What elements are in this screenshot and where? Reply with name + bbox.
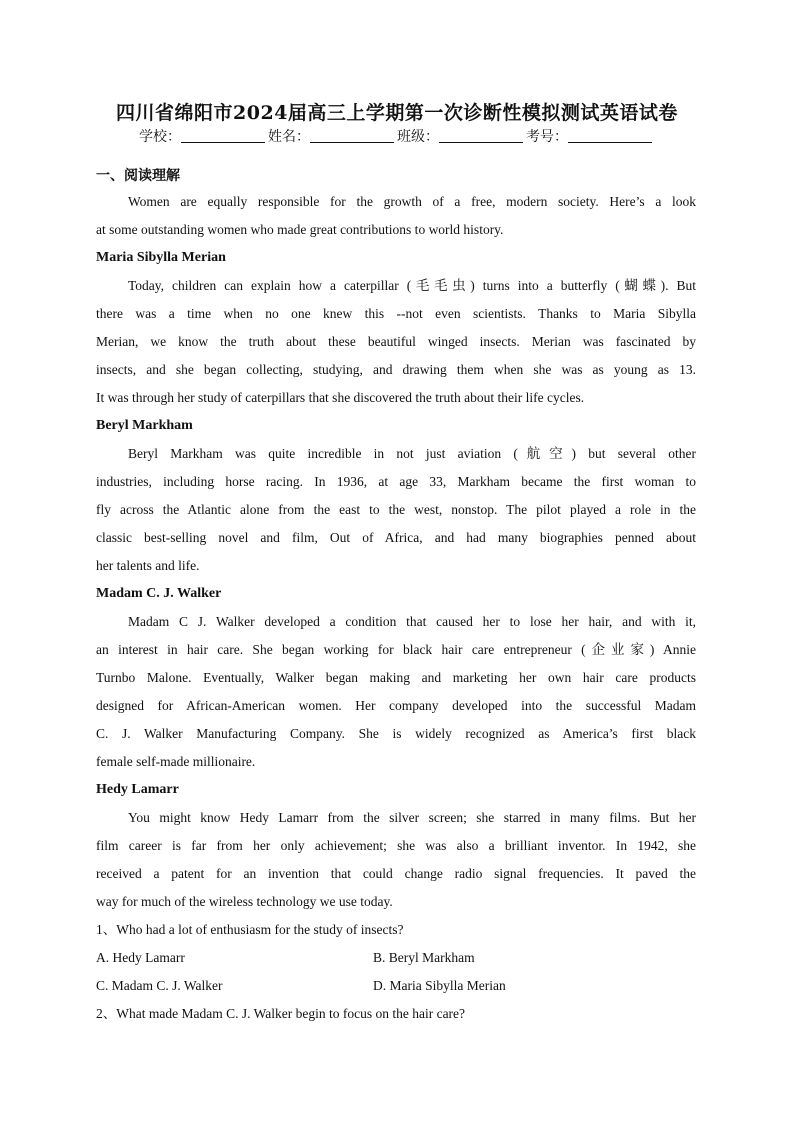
number-label: 考号： — [526, 129, 568, 145]
intro-line: at some outstanding women who made great contributions to world history. — [96, 222, 504, 237]
person-paragraph — [96, 608, 696, 776]
school-label: 学校： — [139, 129, 181, 145]
person-heading: Hedy Lamarr — [96, 782, 179, 797]
paragraph-line: insects, and she began collecting, studying, and drawing them when she was as young as 13. — [96, 362, 696, 377]
paragraph-line: way for much of the wireless technology we use today. — [96, 894, 393, 909]
paragraph-line: Madam C J. Walker developed a condition that caused her to lose her hair, and with it, — [128, 614, 696, 629]
paragraph-line: there was a time when no one knew this --not even scientists. Thanks to Maria Sibylla — [96, 306, 696, 321]
exam-title: 四川省绵阳市2024届高三上学期第一次诊断性模拟测试英语试卷 — [116, 102, 678, 124]
paragraph-line: classic best-selling novel and film, Out of Africa, and had many biographies penned about — [96, 530, 696, 545]
paragraph-line: designed for African-American women. Her company developed into the successful Madam — [96, 698, 696, 713]
paragraph-line: C. J. Walker Manufacturing Company. She is widely recognized as America’s first black — [96, 726, 696, 741]
option-row — [96, 944, 696, 972]
section-heading: 一、阅读理解 — [96, 168, 180, 184]
person-paragraph — [96, 272, 696, 412]
paragraph-line: fly across the Atlantic alone from the east to the west, nonstop. The pilot played a role in the — [96, 502, 696, 517]
paragraph-line: her talents and life. — [96, 558, 200, 573]
paragraph-line: Merian, we know the truth about these beautiful winged insects. Merian was fascinated by — [96, 334, 696, 349]
paragraph-line: female self-made millionaire. — [96, 754, 256, 769]
paragraph-line: received a patent for an invention that could change radio signal frequencies. It paved the — [96, 866, 696, 881]
paragraph-line: You might know Hedy Lamarr from the silver screen; she starred in many films. But her — [128, 810, 696, 825]
exam-content — [96, 164, 696, 1028]
intro-line: Women are equally responsible for the growth of a free, modern society. Here’s a look — [128, 194, 696, 209]
question-text: 1、Who had a lot of enthusiasm for the study of insects? — [96, 922, 404, 937]
paragraph-line: film career is far from her only achievement; she was also a brilliant inventor. In 1942, she — [96, 838, 696, 853]
person-paragraph — [96, 804, 696, 916]
paragraph-line: Turnbo Malone. Eventually, Walker began making and marketing her own hair care products — [96, 670, 696, 685]
paragraph-line: Beryl Markham was quite incredible in not just aviation (航空) but several other — [128, 446, 696, 461]
person-paragraph — [96, 440, 696, 580]
number-blank[interactable] — [568, 128, 652, 143]
paragraph-line: It was through her study of caterpillars that she discovered the truth about their life cycles. — [96, 390, 585, 405]
paragraph-line: industries, including horse racing. In 1936, at age 33, Markham became the first woman to — [96, 474, 696, 489]
paragraph-line: an interest in hair care. She began working for black hair care entrepreneur (企业家) Annie — [96, 642, 696, 657]
class-label: 班级： — [397, 129, 439, 145]
name-label: 姓名： — [268, 129, 310, 145]
question-text: 2、What made Madam C. J. Walker begin to focus on the hair care? — [96, 1006, 466, 1021]
option-b[interactable]: B. Beryl Markham — [373, 950, 475, 965]
student-info-line — [0, 126, 794, 146]
option-row — [96, 972, 696, 1000]
person-heading: Maria Sibylla Merian — [96, 250, 226, 265]
name-blank[interactable] — [310, 128, 394, 143]
option-a[interactable]: A. Hedy Lamarr — [96, 950, 185, 965]
class-blank[interactable] — [439, 128, 523, 143]
person-heading: Madam C. J. Walker — [96, 586, 222, 601]
person-heading: Beryl Markham — [96, 418, 193, 433]
option-c[interactable]: C. Madam C. J. Walker — [96, 978, 223, 993]
paragraph-line: Today, children can explain how a caterpillar (毛毛虫) turns into a butterfly (蝴蝶). But — [128, 278, 696, 293]
intro-paragraph — [96, 188, 696, 244]
school-blank[interactable] — [181, 128, 265, 143]
option-d[interactable]: D. Maria Sibylla Merian — [373, 978, 506, 993]
